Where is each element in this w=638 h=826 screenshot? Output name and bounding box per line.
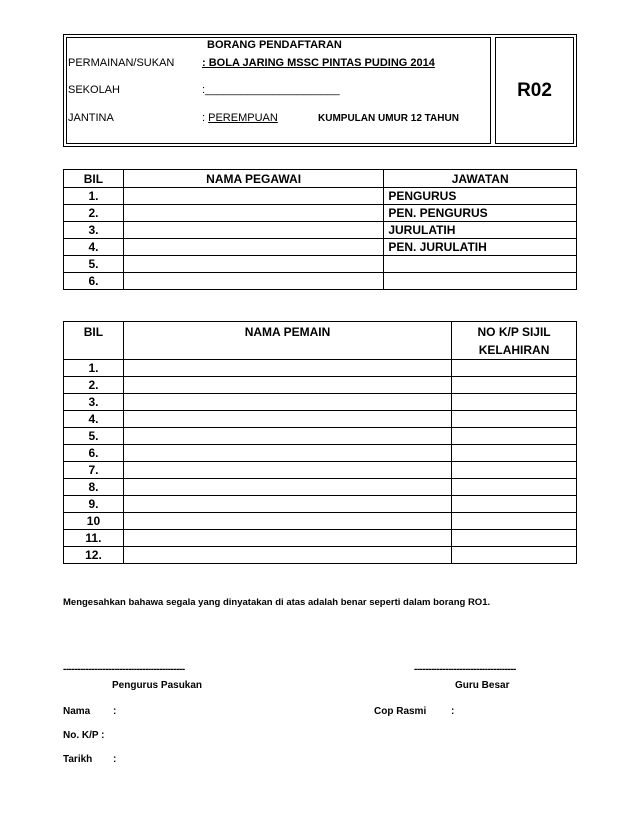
jantina-colon: : bbox=[202, 112, 209, 124]
table-row bbox=[64, 547, 577, 564]
role-guru-besar: Guru Besar bbox=[455, 680, 510, 691]
table-row bbox=[64, 273, 577, 290]
permainan-value-text: : BOLA JARING MSSC PINTAS PUDING 2014 bbox=[202, 57, 435, 69]
players-nama-cell[interactable] bbox=[123, 445, 451, 462]
officials-header-bil: BIL bbox=[64, 170, 124, 188]
officials-jawatan: JURULATIH bbox=[384, 222, 577, 239]
officials-nama-cell[interactable] bbox=[123, 273, 383, 290]
players-table bbox=[63, 321, 577, 564]
players-kp-cell[interactable] bbox=[452, 360, 577, 377]
players-bil: 6. bbox=[64, 445, 124, 462]
officials-jawatan: PENGURUS bbox=[384, 188, 577, 205]
signature-line-left: ------------------------------------------- bbox=[63, 664, 185, 675]
table-row bbox=[64, 479, 577, 496]
players-bil: 3. bbox=[64, 394, 124, 411]
table-row bbox=[64, 530, 577, 547]
players-nama-cell[interactable] bbox=[123, 479, 451, 496]
nama-label: Nama bbox=[63, 706, 91, 717]
players-kp-cell[interactable] bbox=[452, 547, 577, 564]
officials-header-nama: NAMA PEGAWAI bbox=[123, 170, 383, 188]
players-header-kp-line2: KELAHIRAN bbox=[478, 342, 550, 357]
form-title: BORANG PENDAFTARAN bbox=[207, 39, 342, 51]
cop-rasmi-colon: : bbox=[451, 706, 455, 717]
nama-colon: : bbox=[113, 706, 117, 717]
table-row bbox=[64, 462, 577, 479]
players-kp-cell[interactable] bbox=[452, 445, 577, 462]
players-bil: 1. bbox=[64, 360, 124, 377]
table-row bbox=[64, 496, 577, 513]
jantina-value bbox=[202, 112, 278, 124]
officials-jawatan: PEN. JURULATIH bbox=[384, 239, 577, 256]
players-header-nama: NAMA PEMAIN bbox=[123, 322, 451, 360]
players-bil: 5. bbox=[64, 428, 124, 445]
players-kp-cell[interactable] bbox=[452, 428, 577, 445]
players-bil: 8. bbox=[64, 479, 124, 496]
players-nama-cell[interactable] bbox=[123, 530, 451, 547]
table-row bbox=[64, 513, 577, 530]
jantina-value-text: PEREMPUAN bbox=[208, 112, 278, 124]
officials-bil: 2. bbox=[64, 205, 124, 222]
table-row bbox=[64, 394, 577, 411]
kp-label: No. K/P : bbox=[63, 730, 105, 741]
permainan-label: PERMAINAN/SUKAN bbox=[68, 57, 175, 69]
players-bil: 10 bbox=[64, 513, 124, 530]
officials-nama-cell[interactable] bbox=[123, 239, 383, 256]
tarikh-label: Tarikh bbox=[63, 754, 93, 765]
officials-jawatan: PEN. PENGURUS bbox=[384, 205, 577, 222]
officials-nama-cell[interactable] bbox=[123, 256, 383, 273]
players-nama-cell[interactable] bbox=[123, 513, 451, 530]
declaration-note: Mengesahkan bahawa segala yang dinyatakan di atas adalah benar seperti dalam borang RO1. bbox=[63, 597, 491, 608]
players-kp-cell[interactable] bbox=[452, 513, 577, 530]
officials-bil: 6. bbox=[64, 273, 124, 290]
table-row bbox=[64, 188, 577, 205]
players-nama-cell[interactable] bbox=[123, 462, 451, 479]
players-bil: 7. bbox=[64, 462, 124, 479]
players-nama-cell[interactable] bbox=[123, 547, 451, 564]
players-header-kp bbox=[452, 322, 577, 360]
players-kp-cell[interactable] bbox=[452, 394, 577, 411]
players-nama-cell[interactable] bbox=[123, 428, 451, 445]
table-row bbox=[64, 205, 577, 222]
players-bil: 4. bbox=[64, 411, 124, 428]
officials-bil: 5. bbox=[64, 256, 124, 273]
players-kp-cell[interactable] bbox=[452, 530, 577, 547]
players-nama-cell[interactable] bbox=[123, 411, 451, 428]
officials-bil: 4. bbox=[64, 239, 124, 256]
players-bil: 11. bbox=[64, 530, 124, 547]
players-kp-cell[interactable] bbox=[452, 462, 577, 479]
table-row bbox=[64, 377, 577, 394]
kumpulan-umur: KUMPULAN UMUR 12 TAHUN bbox=[318, 113, 459, 124]
officials-bil: 3. bbox=[64, 222, 124, 239]
officials-nama-cell[interactable] bbox=[123, 188, 383, 205]
officials-table bbox=[63, 169, 577, 290]
players-kp-cell[interactable] bbox=[452, 377, 577, 394]
table-row bbox=[64, 256, 577, 273]
table-row bbox=[64, 222, 577, 239]
table-row bbox=[64, 360, 577, 377]
players-nama-cell[interactable] bbox=[123, 360, 451, 377]
permainan-value bbox=[202, 57, 435, 69]
cop-rasmi-label: Cop Rasmi bbox=[374, 706, 427, 717]
sekolah-field[interactable]: :______________________ bbox=[202, 84, 340, 96]
players-bil: 12. bbox=[64, 547, 124, 564]
players-kp-cell[interactable] bbox=[452, 479, 577, 496]
table-row bbox=[64, 239, 577, 256]
players-nama-cell[interactable] bbox=[123, 377, 451, 394]
players-kp-cell[interactable] bbox=[452, 411, 577, 428]
officials-header-jawatan: JAWATAN bbox=[384, 170, 577, 188]
table-row bbox=[64, 411, 577, 428]
jantina-label: JANTINA bbox=[68, 112, 114, 124]
signature-line-right: ------------------------------------ bbox=[414, 664, 516, 675]
players-header-kp-line1: NO K/P SIJIL bbox=[477, 324, 551, 339]
players-header-bil: BIL bbox=[64, 322, 124, 360]
officials-bil: 1. bbox=[64, 188, 124, 205]
officials-nama-cell[interactable] bbox=[123, 205, 383, 222]
role-pengurus-pasukan: Pengurus Pasukan bbox=[112, 680, 203, 691]
players-kp-cell[interactable] bbox=[452, 496, 577, 513]
table-row bbox=[64, 445, 577, 462]
officials-jawatan[interactable] bbox=[384, 273, 577, 290]
players-bil: 2. bbox=[64, 377, 124, 394]
officials-jawatan[interactable] bbox=[384, 256, 577, 273]
officials-nama-cell[interactable] bbox=[123, 222, 383, 239]
players-nama-cell[interactable] bbox=[123, 496, 451, 513]
players-bil: 9. bbox=[64, 496, 124, 513]
tarikh-colon: : bbox=[113, 754, 117, 765]
sekolah-label: SEKOLAH bbox=[68, 84, 120, 96]
players-nama-cell[interactable] bbox=[123, 394, 451, 411]
table-row bbox=[64, 428, 577, 445]
form-code: R02 bbox=[517, 79, 552, 101]
